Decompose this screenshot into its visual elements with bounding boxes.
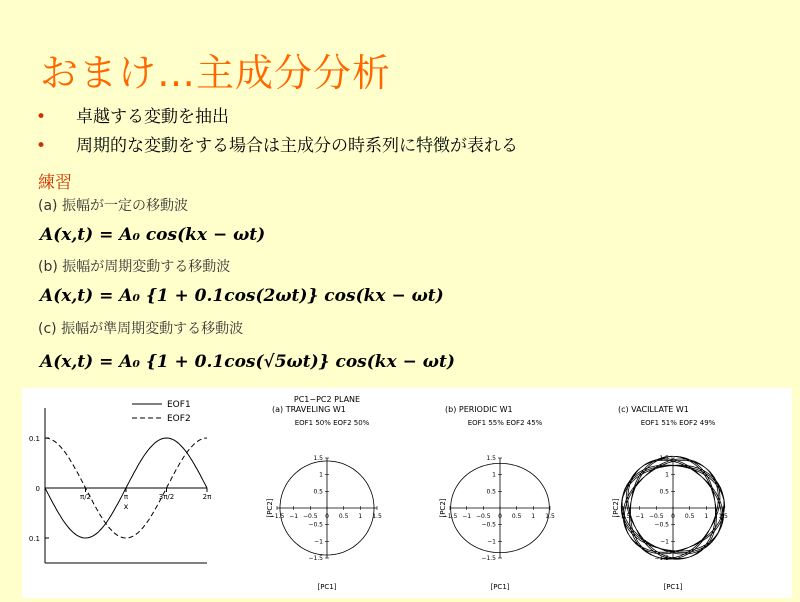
eof-x-tick-label: 3π/2 [158,493,175,501]
pc2-tick-label: 1.5 [313,455,323,462]
pc1-tick-label: 1 [704,513,709,520]
pc-eof-percent: EOF1 50% EOF2 50% [294,419,370,427]
exercise-a-equation: A(x,t) = A₀ cos(kx − ωt) [40,225,266,245]
pc-panel-title: (c) VACILLATE W1 [618,405,689,414]
pc2-tick-label: −0.5 [308,521,323,529]
bullet-list [36,103,518,161]
pc1-tick-label: 1.5 [545,513,555,520]
bullet-marker: • [36,107,47,127]
pc1-tick-label: −0.5 [649,513,664,520]
pc2-tick-label: −0.5 [481,521,496,529]
bullet-text: 周期的な変動をする場合は主成分の時系列に特徴が表れる [76,136,518,156]
pc1-tick-label: 1.5 [372,513,382,520]
pc-panel-title: (a) TRAVELING W1 [272,405,346,414]
pc1-tick-label: −1 [289,513,299,520]
eof-y-tick-label: 0.1 [28,435,40,443]
pc2-tick-label: 0.5 [659,488,669,496]
eof-y-tick-label: 0 [35,485,40,493]
pc2-tick-label: 1 [665,471,669,479]
pc2-tick-label: −1 [314,538,323,546]
exercise-a-label: (a) 振幅が一定の移動波 [38,198,188,214]
eof-x-tick-label: 2π [202,493,212,501]
pc1-tick-label: 0.5 [338,513,349,520]
pc2-axis-label: [PC2] [439,498,447,518]
pc1-tick-label: 0.5 [511,513,522,520]
pc1-tick-label: −1.5 [269,513,285,520]
pc1-tick-label: −1 [635,513,645,520]
pc1-tick-label: 1 [531,513,536,520]
bullet-item [36,132,518,161]
exercise-heading: 練習 [38,173,72,193]
pc2-tick-label: −0.5 [654,521,669,529]
pc2-tick-label: 1.5 [486,455,496,462]
pc1-axis-label: [PC1] [317,583,337,591]
pc-panel-title: (b) PERIODIC W1 [445,405,513,414]
pc1-tick-label: 0 [325,513,329,520]
pc2-tick-label: −1.5 [308,555,323,562]
pc2-axis-label: [PC2] [612,498,620,518]
pc2-tick-label: 0.5 [313,488,323,496]
pc2-tick-label: 1 [492,471,496,479]
pc1-tick-label: 0 [498,513,502,520]
bullet-item [36,103,518,132]
eof-x-tick-label: π [123,493,129,501]
pc1-axis-label: [PC1] [663,583,683,591]
pc2-tick-label: −1.5 [654,555,669,562]
bullet-marker: • [36,136,47,156]
pc1-tick-label: −0.5 [476,513,491,520]
pc1-tick-label: 0 [671,513,675,520]
pc1-tick-label: −0.5 [303,513,318,520]
eof-x-tick-label: π/2 [79,493,92,501]
pc2-axis-label: [PC2] [266,498,274,518]
pc2-tick-label: −1 [660,538,669,546]
pc2-tick-label: 0.5 [486,488,496,496]
pc1-tick-label: −1 [462,513,472,520]
figure-panel [22,388,792,598]
pc2-tick-label: −1 [487,538,496,546]
legend-eof2-label: EOF2 [167,414,191,424]
exercise-c-equation: A(x,t) = A₀ {1 + 0.1cos(√5ωt)} cos(kx − ωt) [40,352,455,372]
exercise-c-label: (c) 振幅が準周期変動する移動波 [38,321,244,337]
pc2-tick-label: 1.5 [659,455,669,462]
pc1-axis-label: [PC1] [490,583,510,591]
pc-eof-percent: EOF1 55% EOF2 45% [467,419,543,427]
exercise-b-label: (b) 振幅が周期変動する移動波 [38,259,231,275]
legend-eof1-label: EOF1 [167,400,191,410]
pc1-tick-label: −1.5 [442,513,458,520]
pc1-tick-label: 0.5 [684,513,695,520]
exercise-b-equation: A(x,t) = A₀ {1 + 0.1cos(2ωt)} cos(kx − ωt) [40,286,444,306]
eof-y-tick-label: 0.1 [28,535,40,543]
slide-title: おまけ…主成分分析 [40,51,392,95]
figure-svg [22,388,792,598]
pc1-tick-label: 1 [358,513,363,520]
pc2-tick-label: −1.5 [481,555,496,562]
pc1-tick-label: −1.5 [615,513,631,520]
pc-plane-header: PC1−PC2 PLANE [293,395,361,404]
eof-x-axis-label: x [123,502,129,511]
pc1-tick-label: 1.5 [718,513,728,520]
pc-eof-percent: EOF1 51% EOF2 49% [640,419,716,427]
pc2-tick-label: 1 [319,471,323,479]
bullet-text: 卓越する変動を抽出 [76,107,229,127]
